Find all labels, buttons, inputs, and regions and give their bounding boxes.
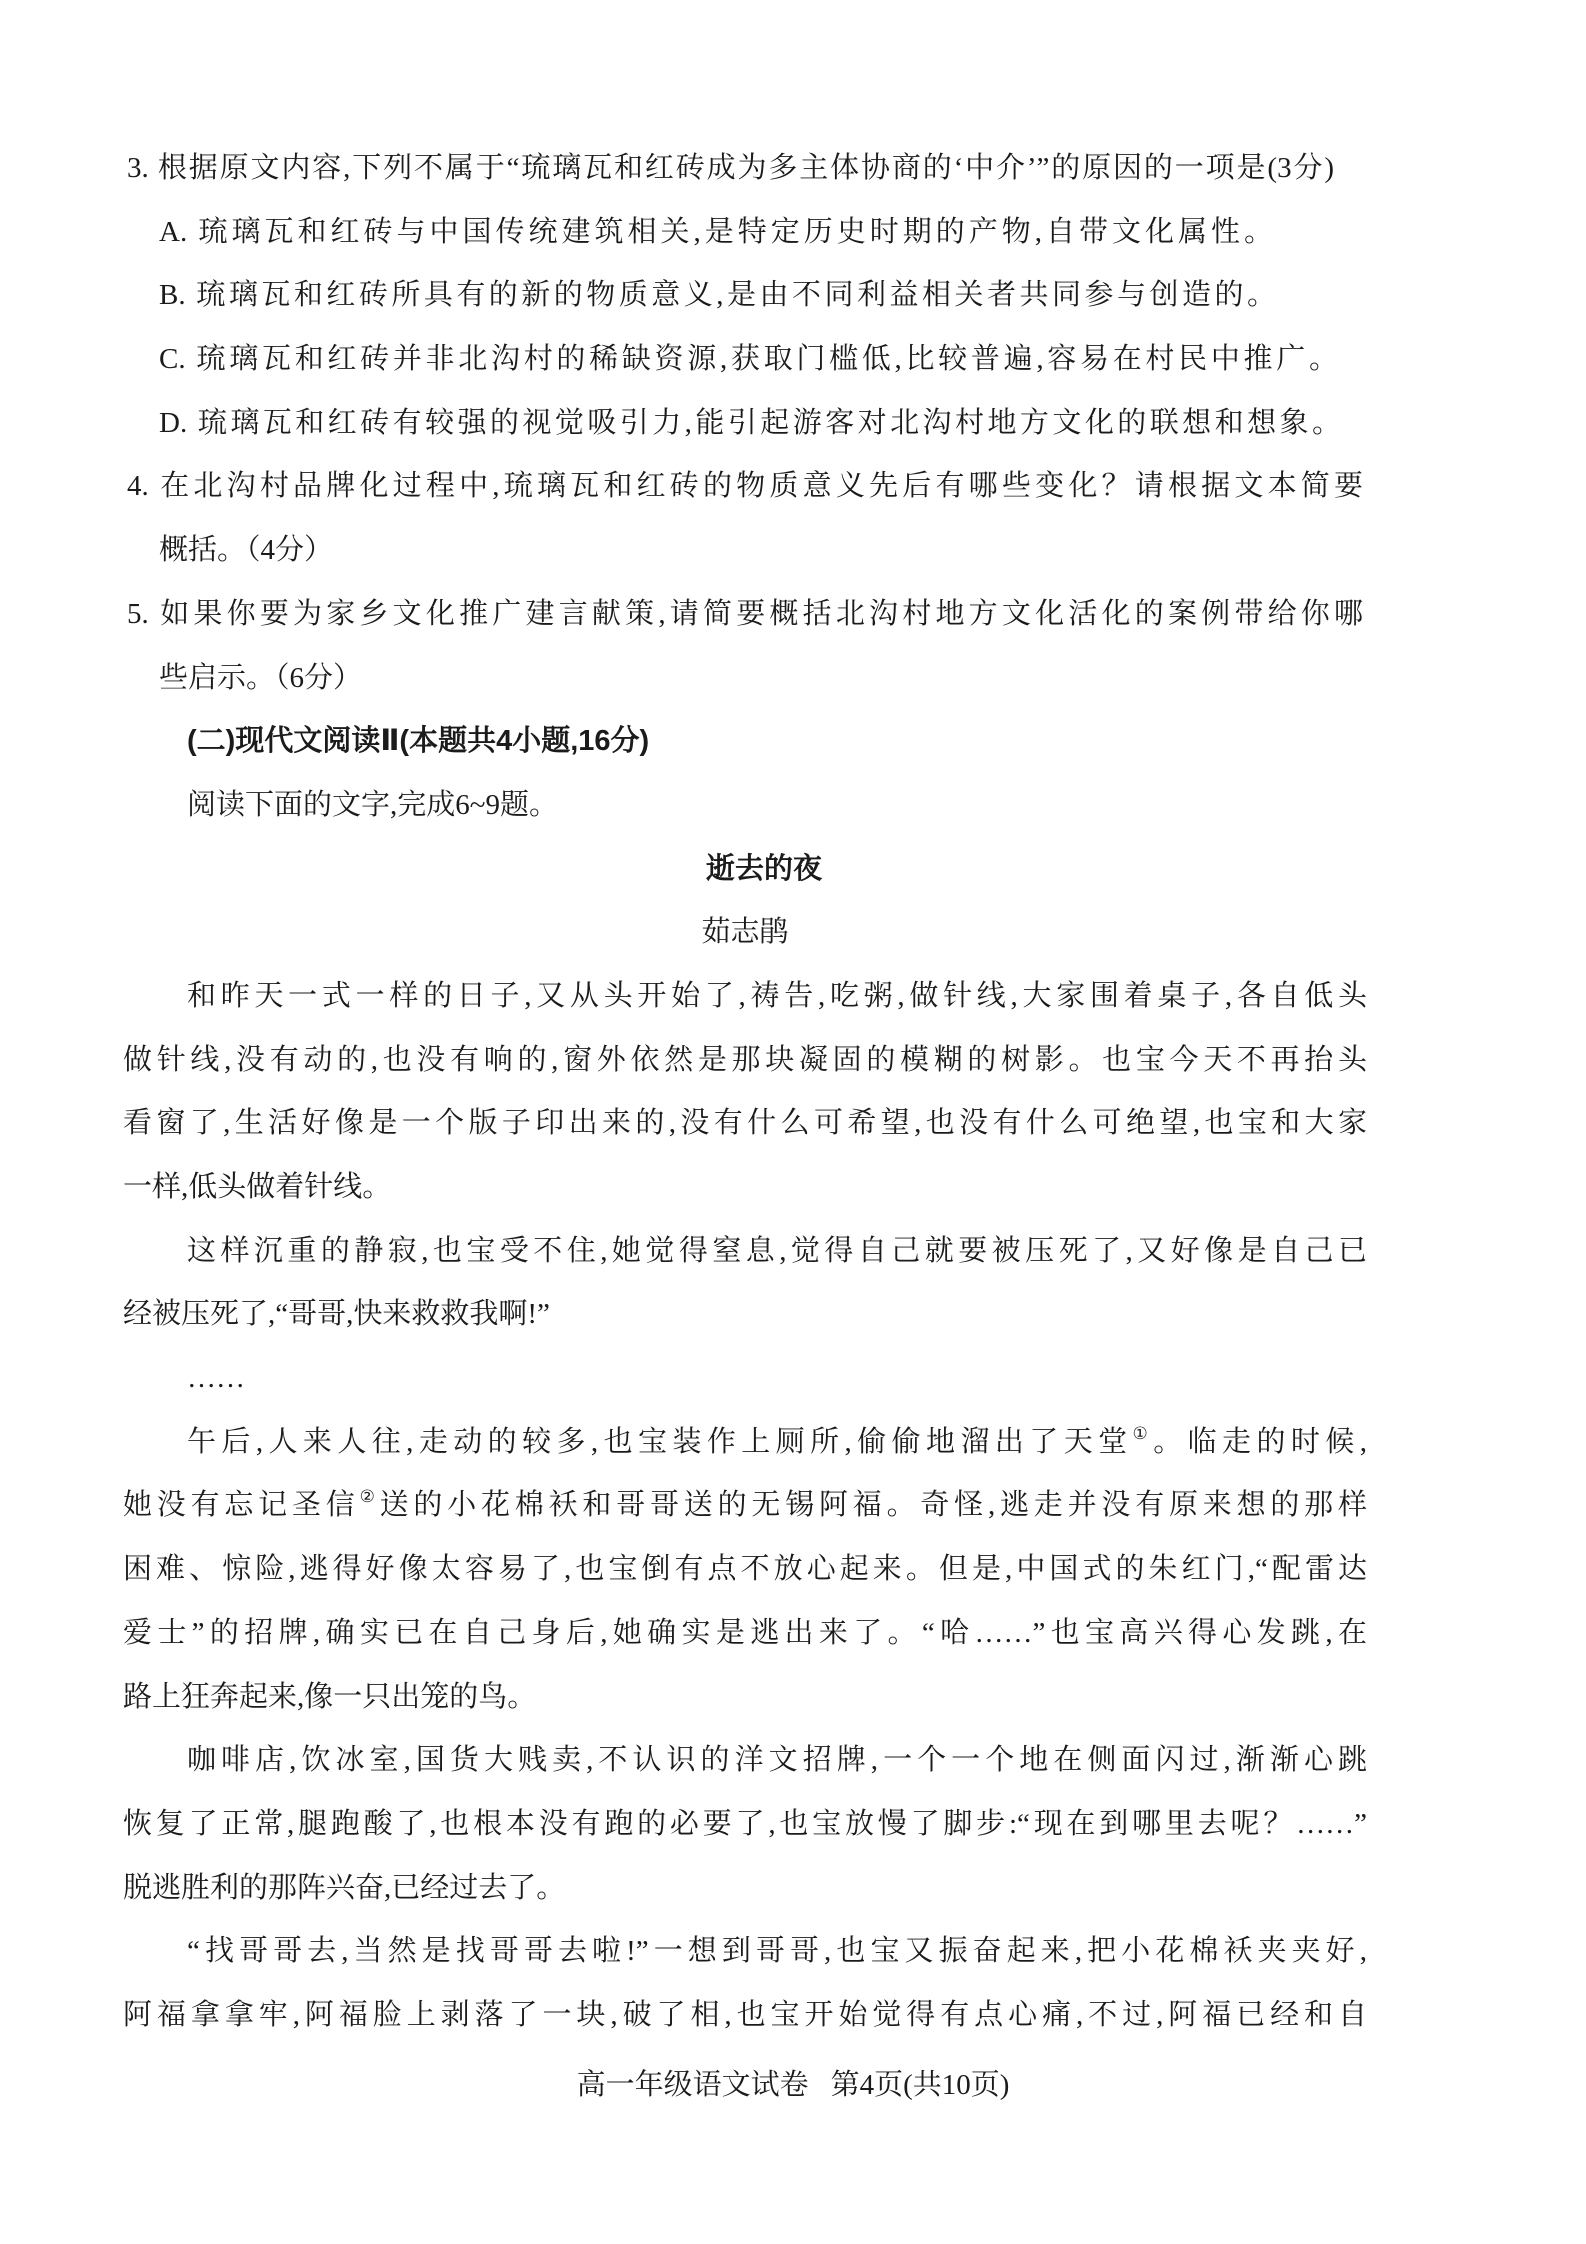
footnote-marker: ① bbox=[1132, 1423, 1154, 1443]
passage-p1-line-3: 看窗了,生活好像是一个版子印出来的,没有什么可希望,也没有什么可绝望,也宝和大家 bbox=[123, 1107, 1367, 1140]
q4-stem-line-2: 概括。（4分） bbox=[159, 534, 334, 567]
q3-option-d: D. 琉璃瓦和红砖有较强的视觉吸引力,能引起游客对北沟村地方文化的联想和想象。 bbox=[159, 406, 1341, 439]
passage-p5-line-2: 阿福拿拿牢,阿福脸上剥落了一块,破了相,也宝开始觉得有点心痛,不过,阿福已经和自 bbox=[123, 1998, 1367, 2031]
passage-p2-line-1: 这样沉重的静寂,也宝受不住,她觉得窒息,觉得自己就要被压死了,又好像是自己已 bbox=[187, 1234, 1367, 1267]
passage-title: 逝去的夜 bbox=[705, 852, 822, 885]
text-segment: 她没有忘记圣信 bbox=[123, 1489, 360, 1522]
passage-author: 茹志鹃 bbox=[701, 916, 789, 949]
passage-p3-line-5: 路上狂奔起来,像一只出笼的鸟。 bbox=[123, 1680, 537, 1713]
footer-page-number: 第4页(共10页) bbox=[830, 2069, 1010, 2101]
passage-p4-line-2: 恢复了正常,腿跑酸了,也根本没有跑的必要了,也宝放慢了脚步:“现在到哪里去呢？……” bbox=[123, 1807, 1367, 1840]
passage-paragraph-5 bbox=[123, 1920, 1367, 2047]
passage-ellipsis: …… bbox=[187, 1362, 245, 1395]
reading-section bbox=[123, 710, 1367, 2047]
passage-paragraph-3 bbox=[123, 1411, 1367, 1729]
passage-p3-line-3: 困难、惊险,逃得好像太容易了,也宝倒有点不放心起来。但是,中国式的朱红门,“配雷达 bbox=[123, 1553, 1367, 1586]
text-segment: 午后,人来人往,走动的较多,也宝装作上厕所,偷偷地溜出了天堂 bbox=[187, 1425, 1133, 1458]
q3-option-c: C. 琉璃瓦和红砖并非北沟村的稀缺资源,获取门槛低,比较普遍,容易在村民中推广。 bbox=[159, 343, 1338, 376]
passage-p1-line-2: 做针线,没有动的,也没有响的,窗外依然是那块凝固的模糊的树影。也宝今天不再抬头 bbox=[123, 1043, 1367, 1076]
q3-option-a: A. 琉璃瓦和红砖与中国传统建筑相关,是特定历史时期的产物,自带文化属性。 bbox=[159, 215, 1273, 248]
passage-paragraph-2 bbox=[123, 1220, 1367, 1347]
text-segment: 。临走的时候, bbox=[1153, 1425, 1367, 1458]
passage-p1-line-1: 和昨天一式一样的日子,又从头开始了,祷告,吃粥,做针线,大家围着桌子,各自低头 bbox=[187, 979, 1367, 1012]
passage-p1-line-4: 一样,低头做着针线。 bbox=[123, 1171, 392, 1203]
passage-p3-line-2 bbox=[123, 1474, 1367, 1538]
passage-paragraph-4 bbox=[123, 1729, 1367, 1920]
q3-option-b: B. 琉璃瓦和红砖所具有的新的物质意义,是由不同利益相关者共同参与创造的。 bbox=[159, 279, 1276, 312]
passage-p3-line-1 bbox=[123, 1411, 1367, 1475]
footer-paper-name: 高一年级语文试卷 bbox=[576, 2069, 809, 2101]
footnote-marker: ② bbox=[359, 1487, 380, 1507]
section-heading: (二)现代文阅读Ⅱ(本题共4小题,16分) bbox=[187, 725, 650, 758]
q4-stem-line-1: 4. 在北沟村品牌化过程中,琉璃瓦和红砖的物质意义先后有哪些变化？请根据文本简要 bbox=[127, 470, 1363, 503]
passage-p5-line-1: “找哥哥去,当然是找哥哥去啦!”一想到哥哥,也宝又振奋起来,把小花棉袄夹夹好, bbox=[187, 1935, 1367, 1968]
q5-stem-line-2: 些启示。（6分） bbox=[159, 661, 363, 694]
passage-p3-line-4: 爱士”的招牌,确实已在自己身后,她确实是逃出来了。“哈……”也宝高兴得心发跳,在 bbox=[123, 1616, 1367, 1649]
questions-section bbox=[123, 137, 1367, 710]
q5-stem-line-1: 5. 如果你要为家乡文化推广建言献策,请简要概括北沟村地方文化活化的案例带给你哪 bbox=[127, 597, 1363, 630]
q3-stem: 3. 根据原文内容,下列不属于“琉璃瓦和红砖成为多主体协商的‘中介’”的原因的一项是(3分) bbox=[127, 152, 1334, 184]
page-footer bbox=[0, 2053, 1586, 2117]
passage-p2-line-2: 经被压死了,“哥哥,快来救救我啊!” bbox=[123, 1298, 550, 1331]
passage-p4-line-1: 咖啡店,饮冰室,国货大贱卖,不认识的洋文招牌,一个一个地在侧面闪过,渐渐心跳 bbox=[187, 1744, 1367, 1777]
passage-p4-line-3: 脱逃胜利的那阵兴奋,已经过去了。 bbox=[123, 1871, 566, 1904]
text-segment: 送的小花棉袄和哥哥送的无锡阿福。奇怪,逃走并没有原来想的那样 bbox=[379, 1489, 1367, 1522]
passage-paragraph-1 bbox=[123, 965, 1367, 1220]
reading-instruction: 阅读下面的文字,完成6~9题。 bbox=[187, 788, 558, 821]
exam-page-content bbox=[123, 137, 1367, 2048]
